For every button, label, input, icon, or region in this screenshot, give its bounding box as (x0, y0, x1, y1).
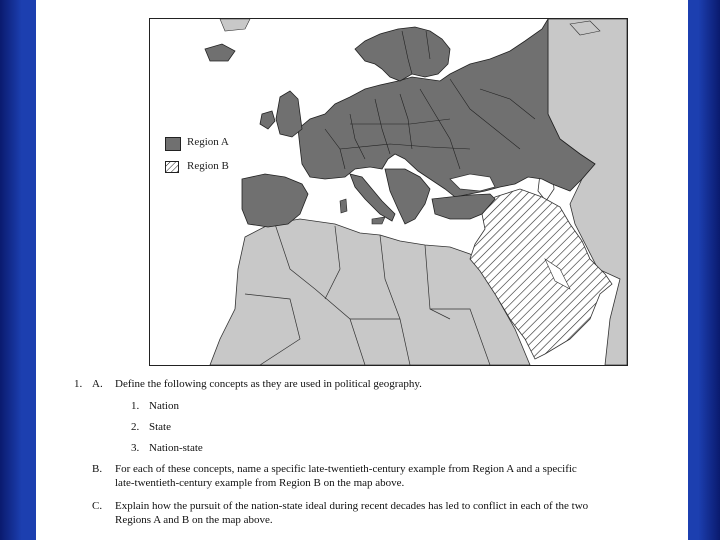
item-1-label: Nation (149, 400, 179, 412)
question-number: 1. (74, 378, 83, 390)
part-b-line-2: late-twentieth-century example from Region B on the map above. (115, 477, 405, 489)
part-a-text: Define the following concepts as they are used in political geography. (115, 378, 422, 390)
question-block (36, 0, 688, 540)
part-c-line-2: Regions A and B on the map above. (115, 514, 273, 526)
part-c-line-1: Explain how the pursuit of the nation-state ideal during recent decades has led to conflict in each of the two (115, 500, 589, 512)
item-2-label: State (149, 421, 171, 433)
slide-page (36, 0, 688, 540)
part-b-letter: B. (92, 463, 103, 475)
part-a-letter: A. (92, 378, 103, 390)
item-3-number: 3. (131, 442, 140, 454)
item-3-label: Nation-state (149, 442, 203, 454)
region-b-label: Region B (187, 160, 229, 172)
part-c-letter: C. (92, 500, 103, 512)
item-2-number: 2. (131, 421, 140, 433)
region-a-label: Region A (187, 136, 229, 148)
part-b-line-1: For each of these concepts, name a specific late-twentieth-century example from Region A and a specific (115, 463, 577, 475)
item-1-number: 1. (131, 400, 140, 412)
